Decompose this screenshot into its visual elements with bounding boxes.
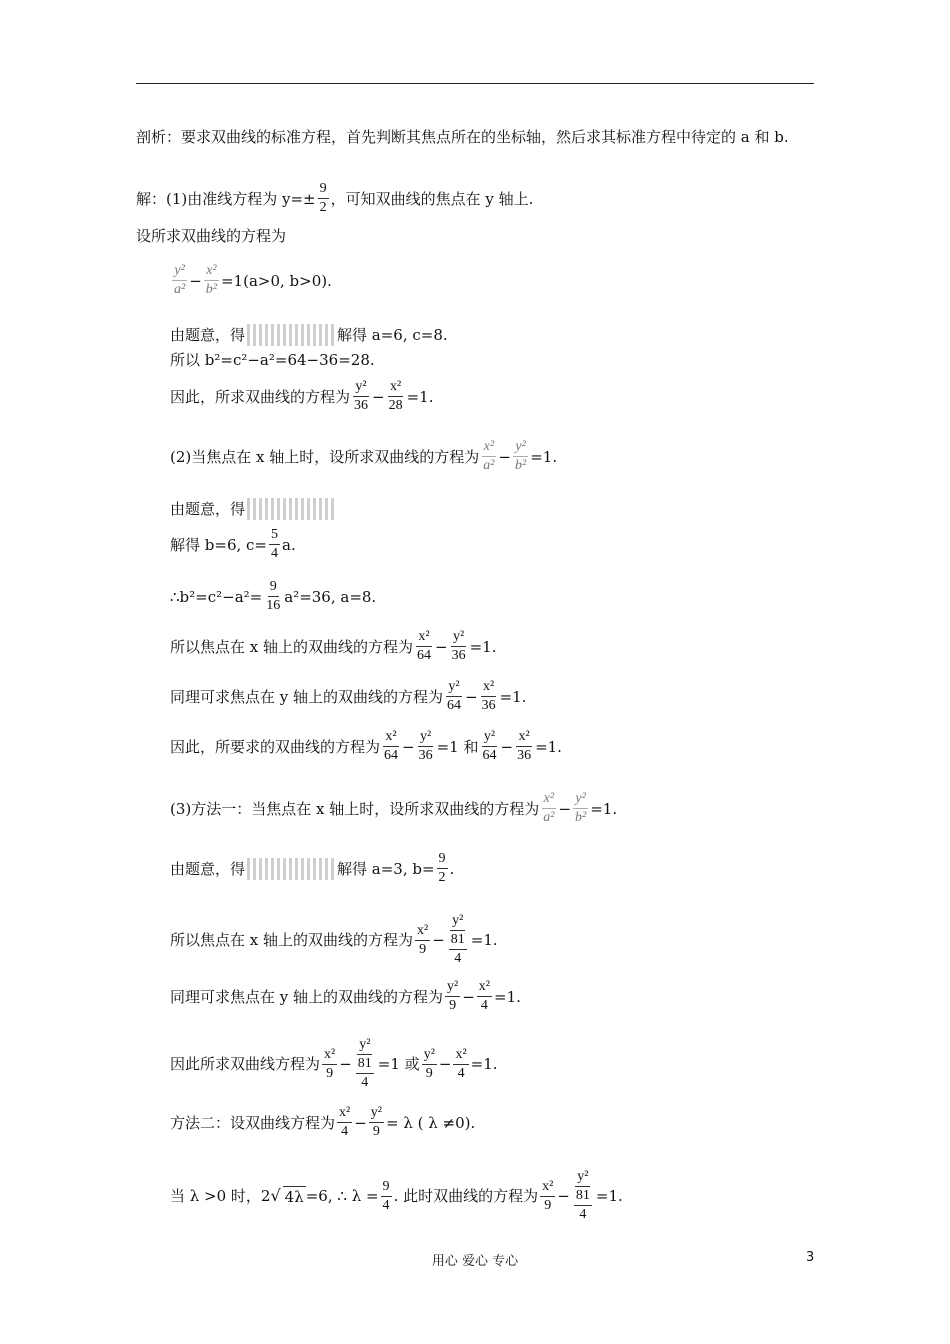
solution-line-1: 解：(1)由准线方程为 y=± $\frac{9}{2}$ ，可知双曲线的焦点在 y 轴上. [136,181,534,215]
part2-line: (2)当焦点在 x 轴上时，设所求双曲线的方程为 $\frac{\text{x²}}{\text{a²}}$ − $\frac{\text{y²}}{\text{b²}}$ =1. [170,439,558,473]
result-line-1: 因此，所求双曲线的方程为 $\frac{\text{y²}}{36}$ − $\frac{\text{x²}}{28}$ =1. [170,379,434,413]
result-line-6: 同理可求焦点在 y 轴上的双曲线的方程为 $\frac{\text{y²}}{9}$ − $\frac{\text{x²}}{4}$ =1. [170,979,521,1013]
result-line-2: 所以焦点在 x 轴上的双曲线的方程为 $\frac{\text{x²}}{64}$ − $\frac{\text{y²}}{36}$ =1. [170,629,497,663]
method2-line: 方法二：设双曲线方程为 $\frac{\text{x²}}{4}$ − $\frac{\text{y²}}{9}$ = λ ( λ ≠0). [170,1105,476,1139]
equation-line-1: $\frac{\text{y²}}{\text{a²}}$ − $\frac{\text{x²}}{\text{b²}}$ =1(a>0, b>0). [174,263,332,297]
blurred-system-image [247,324,335,346]
condition-line-3: 由题意，得 解得 a=3, b= $\frac{9}{2}$ . [170,851,455,885]
blurred-system-image [247,858,335,880]
condition-line-1: 由题意，得 解得 a=6, c=8. [170,326,448,344]
header-rule [136,83,814,84]
analysis-paragraph: 剖析：要求双曲线的标准方程，首先判断其焦点所在的坐标轴，然后求其标准方程中待定的 a 和 b. [136,128,789,146]
result-line-5: 所以焦点在 x 轴上的双曲线的方程为 $\frac{\text{x²}}{9}$ − $\frac{\text{y²}}{\frac{81}{4}}$ =1. [170,913,498,966]
computation-line-1: 所以 b²=c²−a²=64−36=28. [170,351,375,369]
condition-line-2: 由题意，得 [170,498,337,520]
sqrt-symbol: √ [270,1186,281,1205]
part3-line: (3)方法一：当焦点在 x 轴上时，设所求双曲线的方程为 $\frac{\text{x²}}{\text{a²}}$ − $\frac{\text{y²}}{\text{b²}}$ =1. [170,791,618,825]
fraction-9-2: $\frac{9}{2}$ [319,181,327,215]
page-footer: 用心 爱心 专心 [431,1254,519,1269]
solve-line-2: 解得 b=6, c= $\frac{5}{4}$ a. [170,527,296,561]
computation-line-2: ∴b²=c²−a²= $\frac{9}{16}$ a²=36, a=8. [170,579,377,613]
blurred-system-image [247,498,335,520]
page-number: 3 [806,1250,815,1265]
equation-setup-line: 设所求双曲线的方程为 [136,227,287,245]
result-line-3: 同理可求焦点在 y 轴上的双曲线的方程为 $\frac{\text{y²}}{64}$ − $\frac{\text{x²}}{36}$ =1. [170,679,527,713]
result-line-7: 因此所求双曲线方程为 $\frac{\text{x²}}{9}$ − $\frac{\text{y²}}{\frac{81}{4}}$ =1 或 $\frac{\text{y²}}{9}$ − $\frac{\text{x²}}{4}$ =1. [170,1037,498,1090]
method2-result-line: 当 λ >0 时，2 √ 4λ =6, ∴ λ = $\frac{9}{4}$ . 此时双曲线的方程为 $\frac{\text{x²}}{9}$ − $\frac{\text{y²}}{\frac{81}{4}}$ =1. [170,1169,623,1222]
result-line-4: 因此，所要求的双曲线的方程为 $\frac{\text{x²}}{64}$ − $\frac{\text{y²}}{36}$ =1 和 $\frac{\text{y²}}{64}$ − $\frac{\text{x²}}{36}$ =1. [170,729,562,763]
